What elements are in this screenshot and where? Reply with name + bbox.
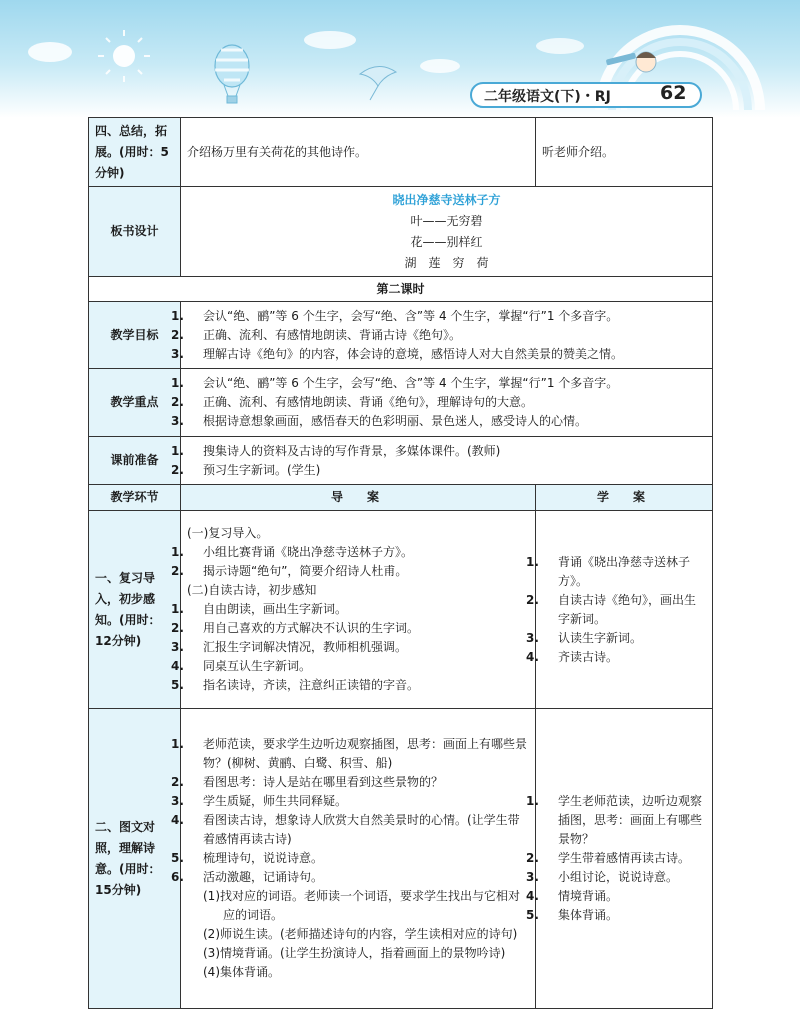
key-point-item: 会认“绝、鹂”等 6 个生字，会写“绝、含”等 4 个生字，掌握“行”1 个多音字。 xyxy=(203,376,619,390)
stage1-guide: (一)复习导入。 1. 小组比赛背诵《晓出净慈寺送林子方》。 2. 揭示诗题“绝句”，简要介绍诗人杜甫。 (二)自读古诗，初步感知 1. 自由朗读，画出生字新词。 2. 用自己喜欢的方式解决不认识的生字词。 3. 汇报生字词解决情况，教师相机强调。 4. 同桌互认生字新词。 5. 指名读诗，齐读，注意纠正读错的字音。 xyxy=(181,511,536,709)
stage2-item: 看图读古诗，想象诗人欣赏大自然美景时的心情。(让学生带着感情再读古诗) xyxy=(203,813,520,846)
stage1-student-item: 齐读古诗。 xyxy=(558,649,619,664)
stage2-student-item: 集体背诵。 xyxy=(558,908,619,922)
summary-guide: 介绍杨万里有关荷花的其他诗作。 xyxy=(181,118,536,187)
stage2-item: 看图思考：诗人是站在哪里看到这些景物的？ xyxy=(203,775,444,789)
stage2-item: 活动激趣，记诵诗句。 xyxy=(203,870,324,884)
goal-item: 正确、流利、有感情地朗读、背诵古诗《绝句》。 xyxy=(203,327,462,342)
stage2-sub-item: (3)情境背诵。(让学生扮演诗人，指着画面上的景物吟诗) xyxy=(203,946,506,960)
key-points-row xyxy=(89,369,713,437)
key-points-list: 1. 会认“绝、鹂”等 6 个生字，会写“绝、含”等 4 个生字，掌握“行”1 个多音字。 2. 正确、流利、有感情地朗读、背诵《绝句》，理解诗句的大意。 3. 根据诗意想象画面，感悟春天的色彩明丽、景色迷人，感受诗人的心情。 xyxy=(181,369,713,437)
goal-item: 理解古诗《绝句》的内容，体会诗的意境，感悟诗人对大自然美景的赞美之情。 xyxy=(203,346,624,361)
prep-row xyxy=(89,437,713,485)
stage1-item: 指名读诗，齐读，注意纠正读错的字音。 xyxy=(203,678,420,692)
prep-list: 1. 搜集诗人的资料及古诗的写作背景，多媒体课件。(教师) 2. 预习生字新词。(学生) xyxy=(181,437,713,485)
stage2-sub-item: (4)集体背诵。 xyxy=(203,965,280,979)
stage2-student-item: 小组讨论，说说诗意。 xyxy=(558,870,679,884)
summary-student: 听老师介绍。 xyxy=(536,118,713,187)
stage2-student: 1. 学生老师范读，边听边观察插图，思考：画面上有哪些景物？ 2. 学生带着感情再读古诗。 3. 小组讨论，说说诗意。 4. 情境背诵。 5. 集体背诵。 xyxy=(536,709,713,1009)
second-lesson-row xyxy=(89,277,713,302)
key-point-item: 根据诗意想象画面，感悟春天的色彩明丽、景色迷人，感受诗人的心情。 xyxy=(203,414,588,428)
stage1-student-item: 自读古诗《绝句》，画出生字新词。 xyxy=(558,592,697,626)
summary-label: 四、总结，拓展。(用时：5分钟) xyxy=(89,118,181,187)
stage2-student-item: 情境背诵。 xyxy=(558,889,619,903)
stage2-sub-item: (1)找对应的词语。老师读一个词语，要求学生找出与它相对应的词语。 xyxy=(203,889,521,922)
second-lesson-title: 第二课时 xyxy=(89,277,713,302)
column-header-row xyxy=(89,485,713,511)
stage1-item: 汇报生字词解决情况，教师相机强调。 xyxy=(203,640,408,654)
stage1-row xyxy=(89,511,713,709)
key-point-item: 正确、流利、有感情地朗读、背诵《绝句》，理解诗句的大意。 xyxy=(203,395,534,409)
board-title: 晓出净慈寺送林子方 xyxy=(392,192,501,207)
lesson-plan-table xyxy=(88,117,713,1009)
board-line: 湖 莲 穷 荷 xyxy=(404,255,489,270)
stage1-student: 1. 背诵《晓出净慈寺送林子方》。 2. 自读古诗《绝句》，画出生字新词。 3. 认读生字新词。 4. 齐读古诗。 xyxy=(536,511,713,709)
summary-row xyxy=(89,118,713,187)
board-label: 板书设计 xyxy=(89,187,181,277)
stage2-student-item: 学生带着感情再读古诗。 xyxy=(558,851,691,865)
goals-row xyxy=(89,302,713,369)
page-number: 62 xyxy=(660,82,687,104)
goal-item: 会认“绝、鹂”等 6 个生字，会写“绝、含”等 4 个生字，掌握“行”1 个多音字。 xyxy=(203,308,619,323)
kite-icon xyxy=(360,66,396,100)
prep-label: 课前准备 xyxy=(89,437,181,485)
col-stage: 教学环节 xyxy=(89,485,181,511)
stage2-item: 学生质疑，师生共同释疑。 xyxy=(203,794,348,808)
board-row xyxy=(89,187,713,277)
stage1-item: 小组比赛背诵《晓出净慈寺送林子方》。 xyxy=(203,545,414,559)
stage1-label: 一、复习导入，初步感知。(用时：12分钟) xyxy=(89,511,181,709)
stage1-student-item: 认读生字新词。 xyxy=(558,630,643,645)
board-content xyxy=(181,187,713,277)
prep-item: 搜集诗人的资料及古诗的写作背景，多媒体课件。(教师) xyxy=(203,443,501,458)
goals-label: 教学目标 xyxy=(89,302,181,369)
board-line: 花——别样红 xyxy=(410,234,483,249)
key-points-label: 教学重点 xyxy=(89,369,181,437)
prep-item: 预习生字新词。(学生) xyxy=(203,462,321,477)
stage2-student-item: 学生老师范读，边听边观察插图，思考：画面上有哪些景物？ xyxy=(558,794,703,846)
stage2-row xyxy=(89,709,713,1009)
board-line: 叶——无穷碧 xyxy=(410,213,483,228)
book-title: 二年级语文(下)・RJ xyxy=(484,89,611,105)
stage2-guide: 1. 老师范读，要求学生边听边观察插图，思考：画面上有哪些景物？(柳树、黄鹂、白鹭、积雪、船) 2. 看图思考：诗人是站在哪里看到这些景物的？ 3. 学生质疑，师生共同释疑。 4. 看图读古诗，想象诗人欣赏大自然美景时的心情。(让学生带着感情再读古诗) 5. 梳理诗句，说说诗意。 6. 活动激趣，记诵诗句。 (1)找对应的词语。老师读一个词语，要求学生找出与它相对应的词语。 (2)师说生读。(老师描述诗句的内容，学生读相对应的诗句) (3)情境背诵。(让学生扮演诗人，指着画面上的景物吟诗) (4)集体背诵。 xyxy=(181,709,536,1009)
stage1-item: 揭示诗题“绝句”，简要介绍诗人杜甫。 xyxy=(203,564,408,578)
balloon-icon xyxy=(215,45,249,103)
stage2-item: 老师范读，要求学生边听边观察插图，思考：画面上有哪些景物？(柳树、黄鹂、白鹭、积雪、船) xyxy=(203,737,528,770)
stage1-item: 用自己喜欢的方式解决不认识的生字词。 xyxy=(203,621,420,635)
stage1-part1-title: (一)复习导入。 xyxy=(187,526,269,540)
col-guide: 导 案 xyxy=(181,485,536,511)
stage1-item: 同桌互认生字新词。 xyxy=(203,659,312,673)
stage1-item: 自由朗读，画出生字新词。 xyxy=(203,602,348,616)
goals-list: 1. 会认“绝、鹂”等 6 个生字，会写“绝、含”等 4 个生字，掌握“行”1 个多音字。 2. 正确、流利、有感情地朗读、背诵古诗《绝句》。 3. 理解古诗《绝句》的内容，体会诗的意境，感悟诗人对大自然美景的赞美之情。 xyxy=(181,302,713,369)
stage1-part2-title: (二)自读古诗，初步感知 xyxy=(187,583,317,597)
col-student: 学 案 xyxy=(536,485,713,511)
stage2-item: 梳理诗句，说说诗意。 xyxy=(203,851,324,865)
stage1-student-item: 背诵《晓出净慈寺送林子方》。 xyxy=(558,554,691,588)
stage2-label: 二、图文对照，理解诗意。(用时：15分钟) xyxy=(89,709,181,1009)
stage2-sub-item: (2)师说生读。(老师描述诗句的内容，学生读相对应的诗句) xyxy=(203,927,518,941)
